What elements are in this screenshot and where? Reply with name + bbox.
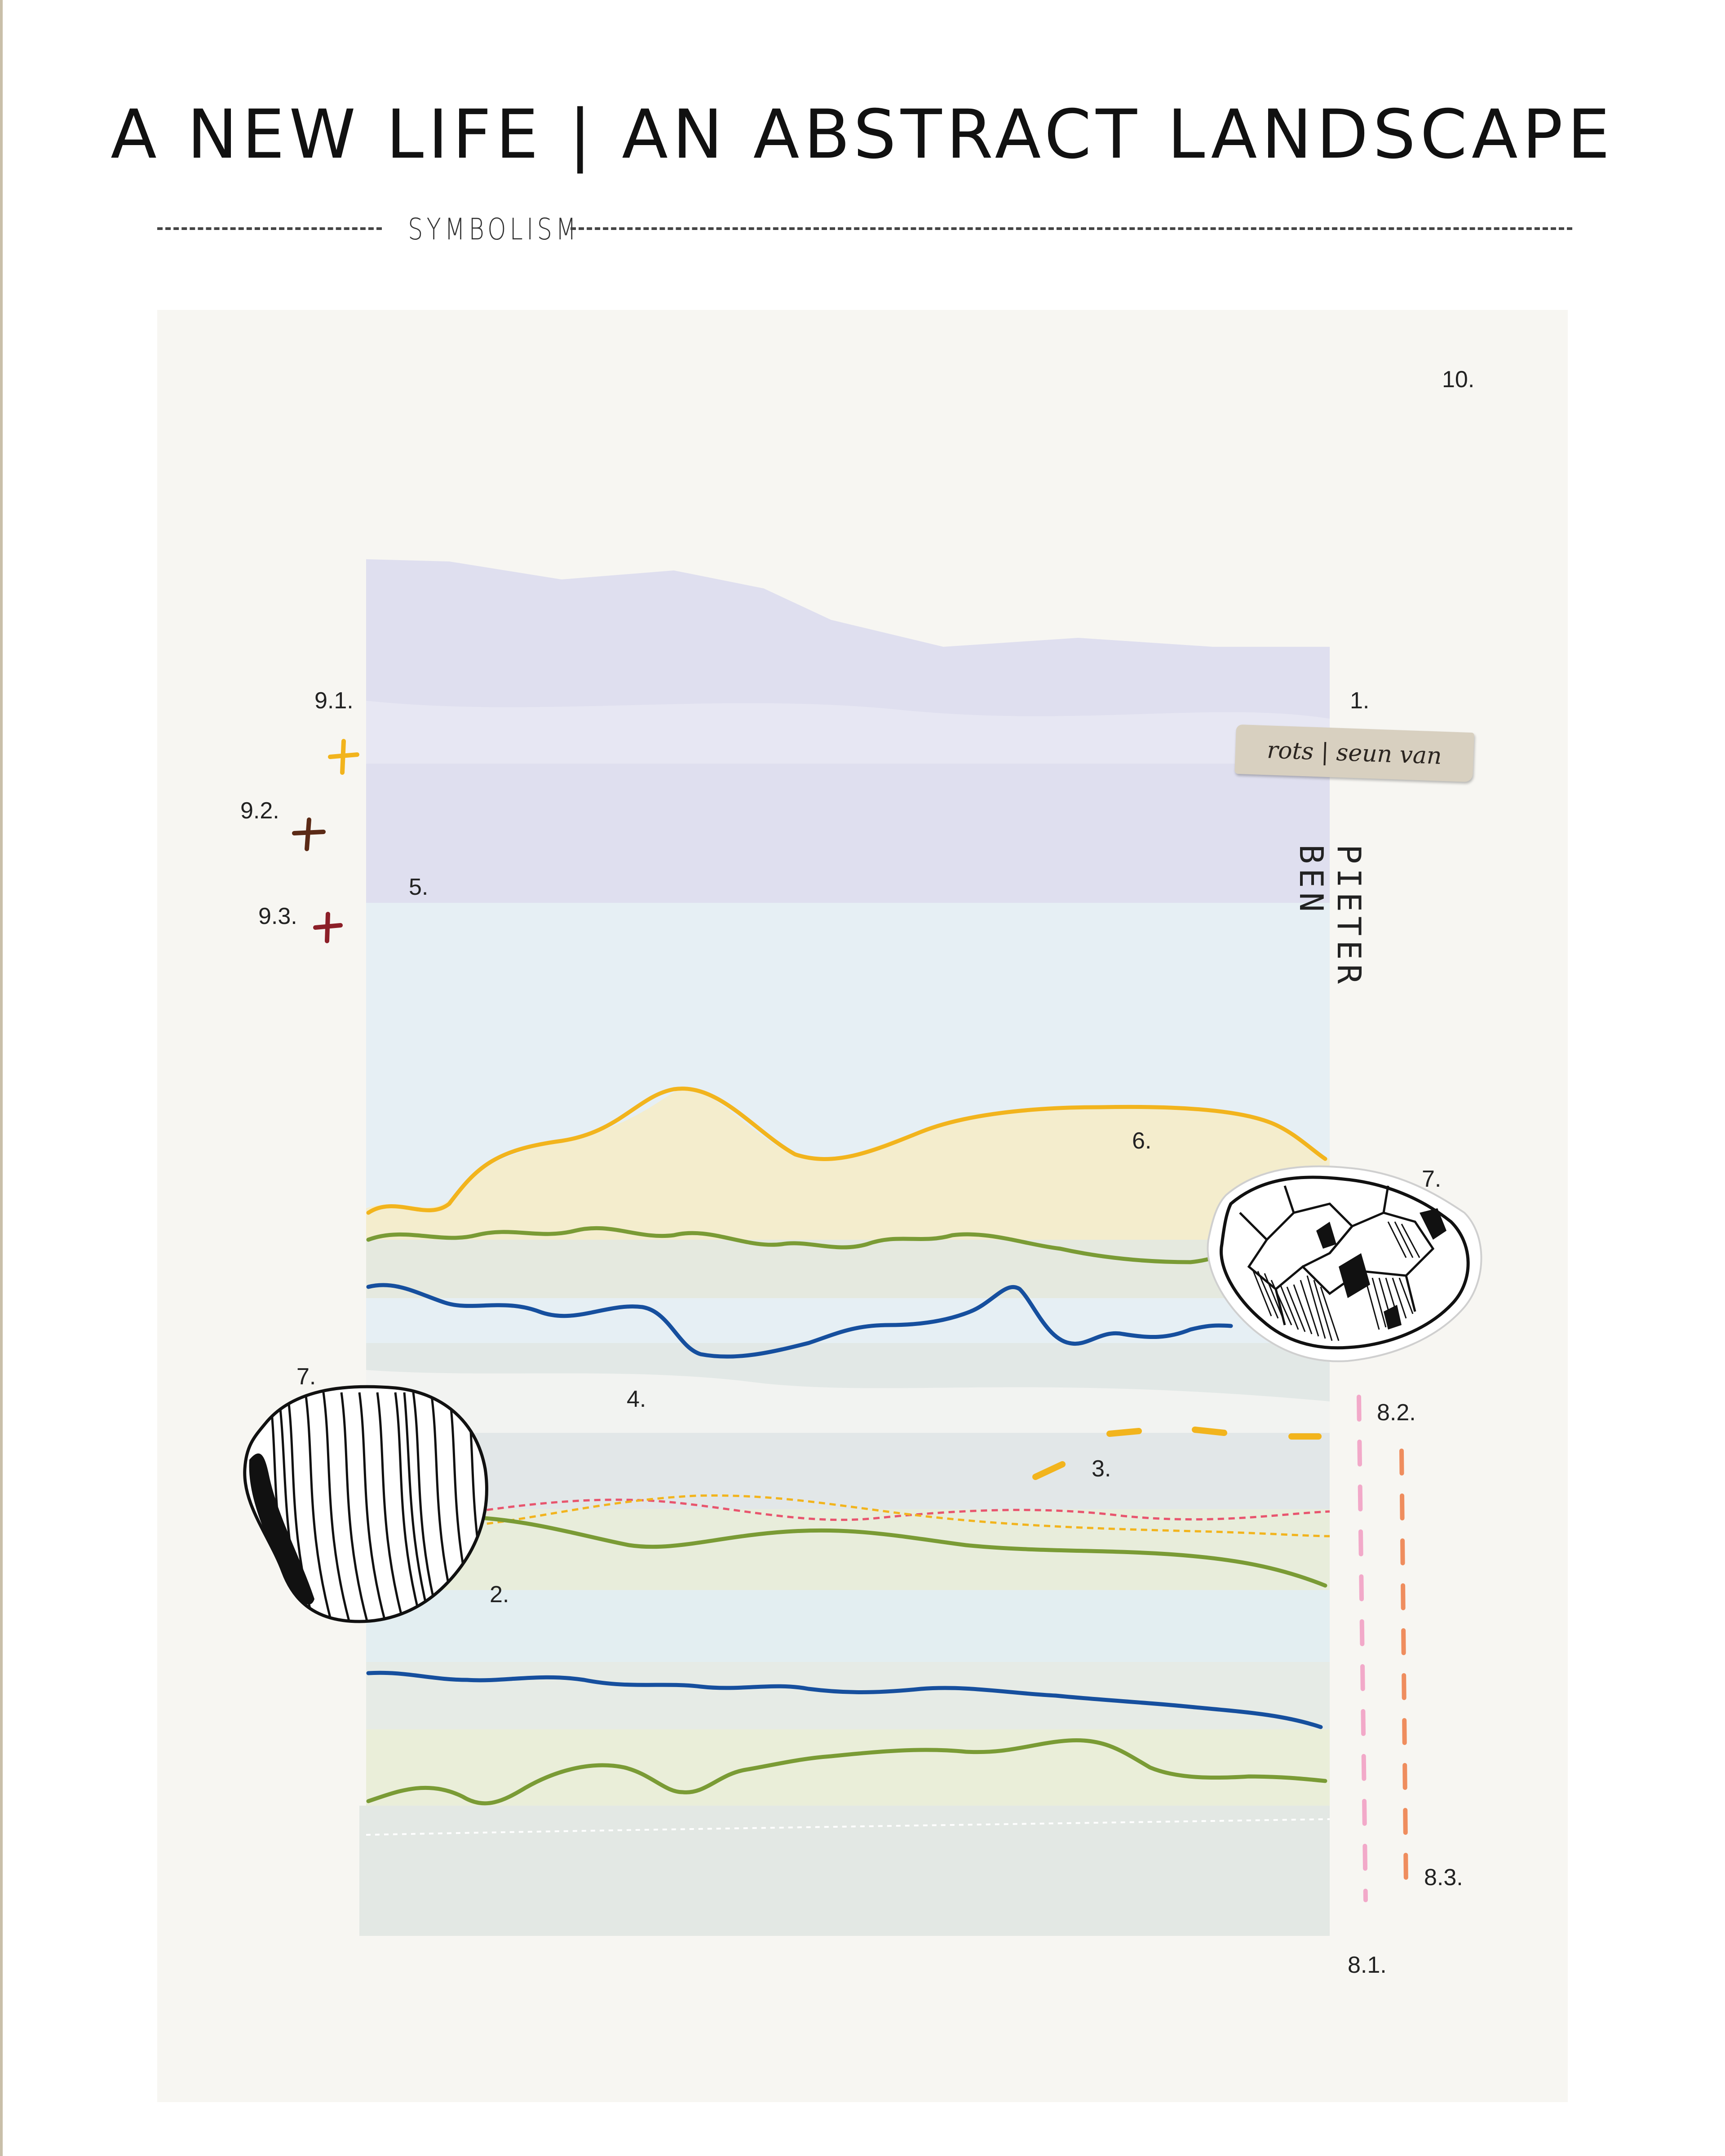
pink-vertical-dashes	[1359, 1397, 1366, 1900]
label-9-3: 9.3.	[258, 903, 297, 929]
label-8-1: 8.1.	[1348, 1952, 1387, 1978]
cross-brown-icon	[294, 820, 323, 849]
band-grey-3	[366, 1433, 1330, 1514]
cross-red-icon	[315, 914, 341, 941]
label-9-2: 9.2.	[240, 798, 279, 824]
label-7-right: 7.	[1422, 1166, 1442, 1192]
band-bottom	[359, 1806, 1330, 1936]
label-3: 3.	[1092, 1456, 1111, 1482]
label-8-2: 8.2.	[1377, 1400, 1416, 1426]
band-blue-wash	[366, 1590, 1330, 1666]
orange-vertical-dashes	[1402, 1451, 1406, 1886]
label-1: 1.	[1350, 688, 1370, 714]
vertical-name-text: PIETER BEN	[1292, 844, 1368, 989]
cross-yellow-icon	[330, 741, 357, 773]
subtitle: SYMBOLISM	[408, 212, 580, 247]
label-8-3: 8.3.	[1424, 1864, 1463, 1891]
label-7-left: 7.	[296, 1364, 316, 1390]
label-10: 10.	[1442, 367, 1475, 393]
yellow-dash-3b	[1110, 1431, 1139, 1434]
label-2: 2.	[490, 1582, 509, 1608]
label-6: 6.	[1132, 1128, 1152, 1154]
band-grey-4	[366, 1662, 1330, 1734]
label-4: 4.	[627, 1386, 646, 1412]
label-5: 5.	[409, 874, 429, 900]
page-title: A NEW LIFE | AN ABSTRACT LANDSCAPE	[111, 96, 1614, 174]
yellow-dash-3c	[1195, 1430, 1224, 1433]
torn-paper-tag: rots | seun van	[1234, 725, 1474, 782]
label-9-1: 9.1.	[314, 688, 354, 714]
